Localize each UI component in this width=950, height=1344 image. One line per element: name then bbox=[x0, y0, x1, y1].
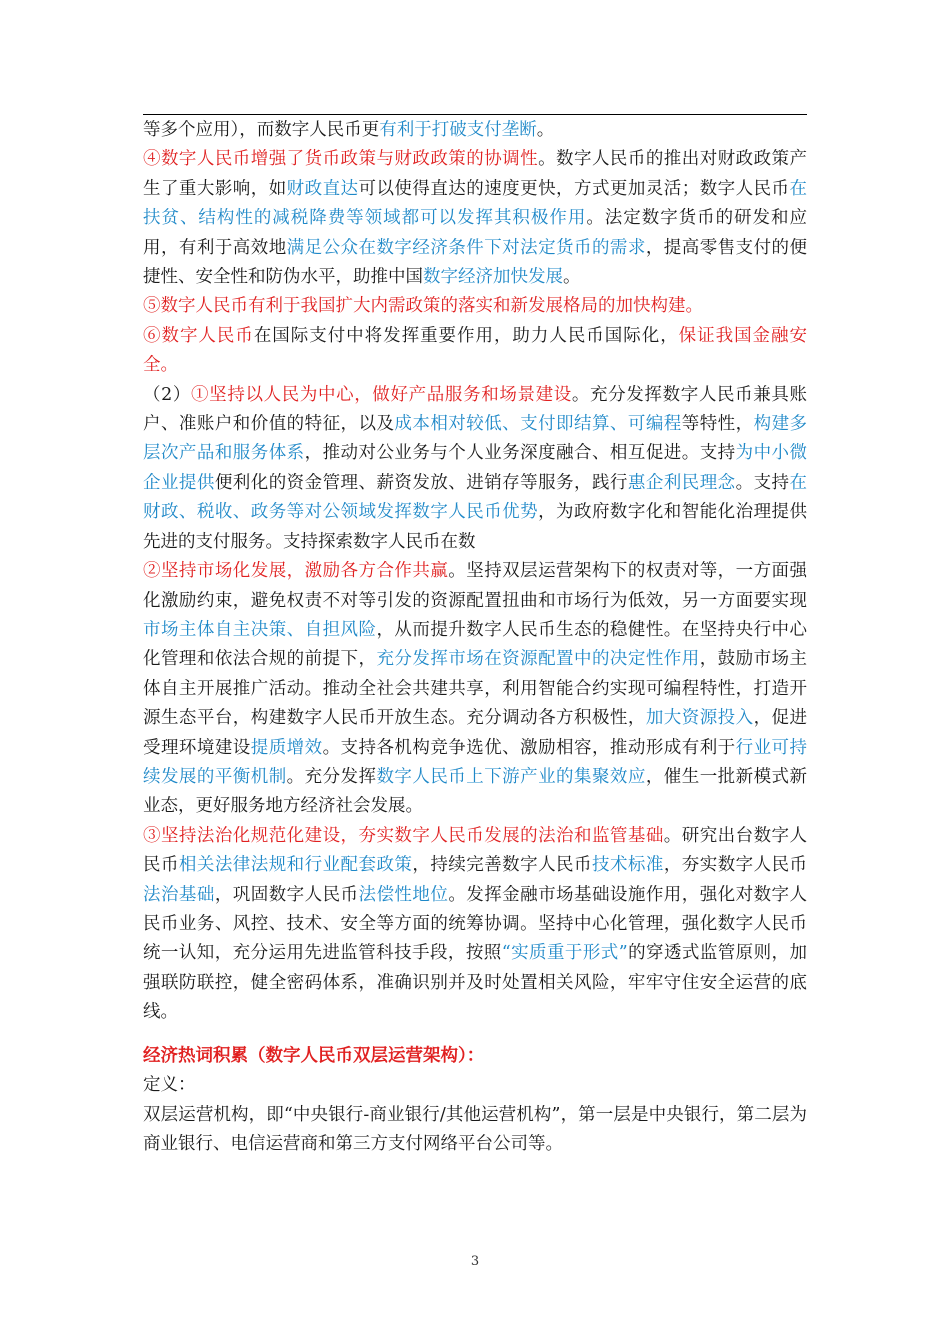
highlight-red: ③坚持法治化规范化建设，夯实数字人民币发展的法治和监管基础 bbox=[143, 825, 664, 846]
text-run: 。数字人民币的推出对财政政策产生了重大影响，如 bbox=[143, 149, 808, 199]
highlight-blue: 为中小微企业提供 bbox=[143, 443, 807, 493]
text-run: 。法定数字货币的研发和应用，有利于高效地 bbox=[143, 208, 807, 258]
paragraph bbox=[143, 822, 807, 1028]
text-run: ，推动对公业务与个人业务深度融合、相互促进。支持 bbox=[304, 443, 736, 464]
text-run: 。充分发挥数字人民币兼具账户、准账户和价值的特征，以及 bbox=[143, 384, 808, 435]
text-run: 等多个应用），而数字人民币更 bbox=[143, 120, 380, 140]
text-run: 。发挥金融市场基础设施作用，强化对数字人民币业务、风控、技术、安全等方面的统筹协调。坚持中心化管理，强化数字人民币统一认知，充分运用先进监管科技手段，按照 bbox=[143, 884, 808, 964]
text-run: 。 bbox=[536, 120, 555, 140]
paragraph bbox=[143, 322, 807, 381]
paragraph bbox=[143, 292, 807, 321]
text-run: 。研究出台数字人民币 bbox=[143, 825, 808, 876]
highlight-red: ②坚持市场化发展，激励各方合作共赢 bbox=[143, 561, 449, 582]
text-run: ，持续完善数字人民币 bbox=[412, 855, 592, 876]
highlight-blue: 提质增效 bbox=[250, 737, 323, 758]
highlight-red: ④数字人民币增强了货币政策与财政政策的协调性 bbox=[143, 149, 539, 170]
highlight-blue: 充分发挥市场在资源配置中的决定性作用 bbox=[376, 649, 700, 670]
paragraph bbox=[143, 145, 807, 292]
text-run: ，鼓励市场主体自主开展推广活动。推动全社会共建共享，利用智能合约实现可编程特性，打造开源生态平台，构建数字人民币开放生态。充分调动各方积极性， bbox=[143, 649, 808, 729]
hotword-section bbox=[143, 1042, 807, 1160]
highlight-blue: “实质重于形式” bbox=[501, 943, 628, 964]
text-run: 可以使得直达的速度更快，方式更加灵活；数字人民币 bbox=[358, 178, 790, 199]
text-run: ，催生一批新模式新业态，更好服务地方经济社会发展。 bbox=[143, 766, 808, 817]
text-run: ，提高零售支付的便捷性、安全性和防伪水平，助推中国 bbox=[143, 237, 808, 288]
text-run: 。 bbox=[563, 267, 581, 288]
highlight-blue: 行业可持续发展的平衡机制 bbox=[143, 737, 808, 787]
text-run: 在国际支付中将发挥重要作用，助力人民币国际化， bbox=[253, 325, 679, 346]
hotword-definition-text: 双层运营机构，即“中央银行-商业银行/其他运营机构”，第一层是中央银行，第二层为商业银行、电信运营商和第三方支付网络平台公司等。 bbox=[143, 1104, 807, 1155]
paragraph bbox=[143, 557, 807, 822]
highlight-blue: 惠企利民理念 bbox=[627, 472, 736, 493]
highlight-blue: 法治基础 bbox=[143, 884, 215, 905]
header-rule bbox=[143, 114, 807, 115]
text-run: 。坚持双层运营架构下的权责对等，一方面强化激励约束，避免权责不对等引发的资源配置扭曲和市场行为低效，另一方面要实现 bbox=[143, 561, 808, 611]
highlight-blue: 在财政、税收、政务等对公领域发挥数字人民币优势 bbox=[143, 472, 808, 523]
paragraph bbox=[143, 116, 807, 145]
highlight-red: ①坚持以人民为中心，做好产品服务和场景建设 bbox=[191, 384, 572, 405]
text-run: ，促进受理环境建设 bbox=[143, 708, 808, 758]
highlight-red: 保证我国金融安全。 bbox=[143, 325, 808, 376]
highlight-blue: 市场主体自主决策、自担风险 bbox=[143, 619, 377, 640]
highlight-blue: 构建多层次产品和服务体系 bbox=[143, 414, 808, 464]
highlight-blue: 有利于打破支付垄断 bbox=[379, 120, 537, 140]
text-run: ，为政府数字化和智能化治理提供先进的支付服务。支持探索数字人民币在数 bbox=[143, 502, 808, 552]
body-text bbox=[143, 116, 807, 1028]
text-run: 。充分发挥 bbox=[286, 766, 377, 787]
highlight-red: ⑤数字人民币有利于我国扩大内需政策的落实和新发展格局的加快构建。 bbox=[143, 296, 703, 317]
highlight-blue: 加大资源投入 bbox=[645, 708, 754, 729]
highlight-blue: 在扶贫、结构性的减税降费等领域都可以发挥其积极作用 bbox=[143, 178, 808, 229]
text-run: ，巩固数字人民币 bbox=[214, 884, 359, 905]
text-run: ，从而提升数字人民币生态的稳健性。在坚持央行中心化管理和依法合规的前提下， bbox=[143, 619, 808, 670]
text-run: （2） bbox=[143, 384, 192, 405]
highlight-blue: 相关法律法规和行业配套政策 bbox=[178, 855, 413, 876]
highlight-blue: 数字经济加快发展 bbox=[423, 267, 563, 288]
highlight-blue: 满足公众在数字经济条件下对法定货币的需求 bbox=[286, 237, 646, 258]
text-run: 。支持 bbox=[735, 472, 790, 493]
hotword-definition-label: 定义： bbox=[143, 1075, 196, 1096]
highlight-blue: 成本相对较低、支付即结算、可编程 bbox=[394, 414, 682, 435]
text-run: 。支持各机构竞争选优、激励相容，推动形成有利于 bbox=[322, 737, 736, 758]
highlight-blue: 技术标准 bbox=[591, 855, 664, 876]
text-run: 的穿透式监管原则，加强联防联控，健全密码体系，准确识别并及时处置相关风险，牢牢守住安全运营的底线。 bbox=[143, 943, 807, 1023]
highlight-blue: 财政直达 bbox=[286, 178, 359, 199]
highlight-blue: 数字人民币上下游产业的集聚效应 bbox=[376, 766, 646, 787]
page-number: 3 bbox=[470, 1254, 480, 1269]
highlight-blue: 法偿性地位 bbox=[358, 884, 449, 905]
hotword-title: 经济热词积累（数字人民币双层运营架构）： bbox=[143, 1046, 485, 1066]
highlight-red: ⑥数字人民币 bbox=[143, 325, 254, 346]
text-run: 便利化的资金管理、薪资发放、进销存等服务，践行 bbox=[214, 472, 628, 493]
text-run: 等特性， bbox=[681, 414, 754, 435]
text-run: ，夯实数字人民币 bbox=[663, 855, 808, 876]
paragraph bbox=[143, 381, 807, 557]
